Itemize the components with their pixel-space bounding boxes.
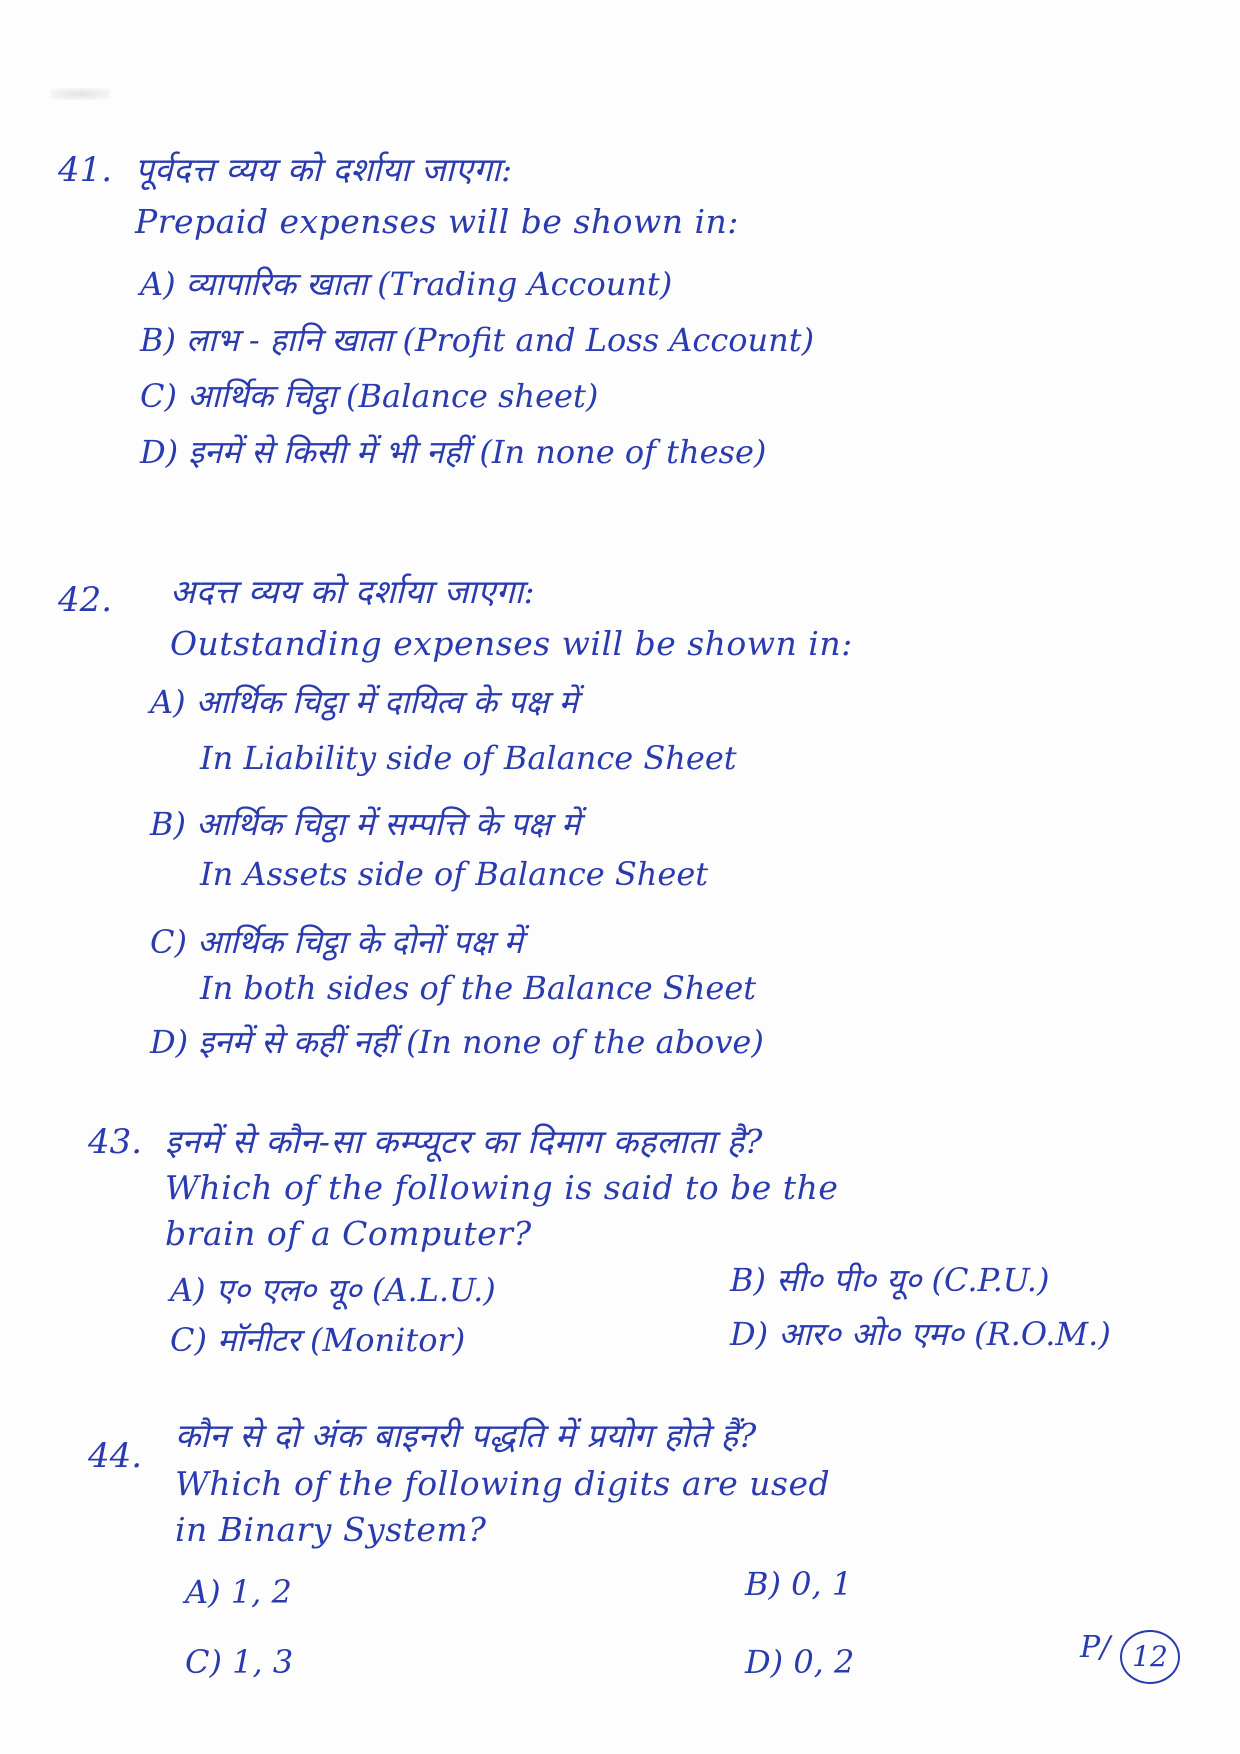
question-text-hindi: कौन से दो अंक बाइनरी पद्धति में प्रयोग होते हैं? (175, 1416, 757, 1455)
initials-mark: P/ (1080, 1630, 1111, 1665)
option-d: D) आर० ओ० एम० (R.O.M.) (730, 1315, 1111, 1353)
option-d: D) इनमें से किसी में भी नहीं (In none of these) (140, 433, 767, 471)
question-text-english: Outstanding expenses will be shown in: (170, 624, 853, 663)
option-c: C) मॉनीटर (Monitor) (170, 1321, 466, 1359)
option-c: C) आर्थिक चिट्ठा के दोनों पक्ष में (150, 923, 523, 961)
question-text-hindi: अदत्त व्यय को दर्शाया जाएगा: (170, 572, 536, 611)
question-number: 44. (88, 1436, 143, 1476)
question-number: 43. (88, 1122, 143, 1162)
option-a-english: In Liability side of Balance Sheet (200, 739, 737, 777)
question-text-english-line1: Which of the following is said to be the (165, 1168, 839, 1207)
question-text-hindi: इनमें से कौन-सा कम्प्यूटर का दिमाग कहलाता है? (165, 1122, 763, 1161)
question-text-english: Prepaid expenses will be shown in: (135, 202, 739, 241)
question-number: 42. (58, 580, 113, 620)
option-a: A) आर्थिक चिट्ठा में दायित्व के पक्ष में (150, 683, 578, 721)
page-number: 12 (1120, 1630, 1180, 1684)
option-a: A) व्यापारिक खाता (Trading Account) (140, 265, 673, 303)
option-d: D) इनमें से कहीं नहीं (In none of the above) (150, 1023, 764, 1061)
option-b: B) 0, 1 (745, 1565, 853, 1603)
option-b: B) आर्थिक चिट्ठा में सम्पत्ति के पक्ष में (150, 805, 581, 843)
option-d: D) 0, 2 (745, 1643, 855, 1681)
option-c: C) आर्थिक चिट्ठा (Balance sheet) (140, 377, 599, 415)
option-c-english: In both sides of the Balance Sheet (200, 969, 757, 1007)
question-number: 41. (58, 150, 113, 190)
option-b: B) सी० पी० यू० (C.P.U.) (730, 1261, 1050, 1299)
question-text-hindi: पूर्वदत्त व्यय को दर्शाया जाएगा: (135, 150, 513, 189)
option-a: A) 1, 2 (185, 1573, 292, 1611)
option-a: A) ए० एल० यू० (A.L.U.) (170, 1271, 496, 1309)
question-text-english-line2: brain of a Computer? (165, 1214, 532, 1253)
question-text-english-line2: in Binary System? (175, 1510, 487, 1549)
scan-mark (50, 88, 110, 100)
option-b-english: In Assets side of Balance Sheet (200, 855, 709, 893)
question-text-english-line1: Which of the following digits are used (175, 1464, 831, 1503)
option-b: B) लाभ - हानि खाता (Profit and Loss Account) (140, 321, 815, 359)
option-c: C) 1, 3 (185, 1643, 294, 1681)
